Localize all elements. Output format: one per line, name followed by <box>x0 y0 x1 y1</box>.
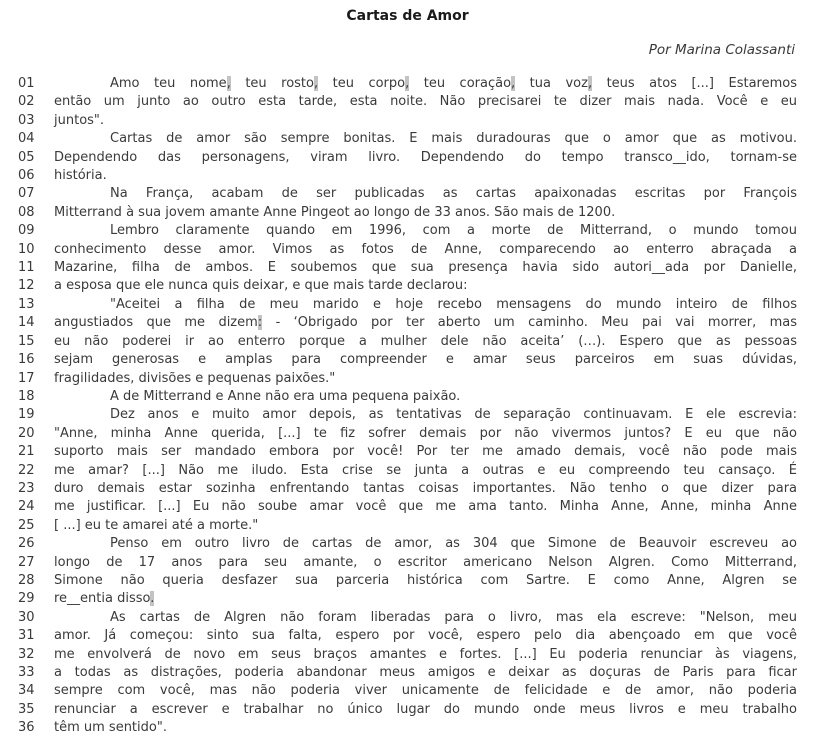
line-number: 03 <box>18 112 35 128</box>
line-text: a esposa que ele nunca quis deixar, e que mais tarde declarou: <box>54 278 468 294</box>
text-line <box>18 370 797 388</box>
text-line <box>18 351 797 369</box>
line-number: 21 <box>18 444 35 460</box>
line-number: 16 <box>18 352 35 368</box>
text-line <box>18 535 797 553</box>
line-number: 01 <box>18 76 35 91</box>
text-line <box>18 590 797 608</box>
text-line <box>18 112 797 130</box>
line-text: sejam generosas e amplas para compreender e amar seus parceiros em suas dúvidas, <box>54 352 797 368</box>
line-text: Amo teu nome, teu rosto, teu corpo, teu coração, tua voz, teus atos [...] Estaremos <box>110 76 797 91</box>
text-line <box>18 222 797 240</box>
line-text: Na França, acabam de ser publicadas as cartas apaixonadas escritas por François <box>110 186 797 202</box>
text-line <box>18 296 797 314</box>
line-number: 31 <box>18 628 35 644</box>
line-text: suporto mais ser mandado embora por você! Por ter me amado demais, você não pode mais <box>54 444 797 460</box>
line-text: Simone não queria desfazer sua parceria histórica com Sartre. E como Anne, Algren se <box>54 572 797 588</box>
text-line <box>18 241 797 259</box>
text-line <box>18 406 797 424</box>
line-text: Cartas de amor são sempre bonitas. E mais duradouras que o amor que as motivou. <box>110 131 797 147</box>
line-text: Dependendo das personagens, viram livro. Dependendo do tempo transco__ido, tornam-se <box>54 149 797 165</box>
line-number: 28 <box>18 572 35 588</box>
line-number: 26 <box>18 536 35 552</box>
highlighted-punctuation: , <box>313 76 319 91</box>
line-number: 22 <box>18 462 35 478</box>
line-number: 32 <box>18 646 35 662</box>
line-text: conhecimento desse amor. Vimos as fotos de Anne, comparecendo ao enterro abraçada a <box>54 241 797 257</box>
text-line <box>18 130 797 148</box>
line-text: Dez anos e muito amor depois, as tentativas de separação continuavam. E ele escrevia: <box>110 407 797 423</box>
text-line <box>18 627 797 645</box>
line-text: "Aceitei a filha de meu marido e hoje recebo mensagens do mundo inteiro de filhos <box>110 296 797 312</box>
line-text: então um junto ao outro esta tarde, esta noite. Não precisarei te dizer mais nada. Você e eu <box>54 94 797 110</box>
line-number: 06 <box>18 168 35 184</box>
line-text: sempre com você, mas não poderia viver unicamente de felicidade e de amor, não poderia <box>54 683 797 699</box>
text-line <box>18 75 797 93</box>
line-text: fragilidades, divisões e pequenas paixões." <box>54 370 336 386</box>
highlighted-punctuation: , <box>226 76 231 91</box>
line-number: 09 <box>18 223 35 239</box>
text-line <box>18 554 797 572</box>
line-number: 33 <box>18 665 35 680</box>
line-number: 15 <box>18 333 35 349</box>
line-text: me amar? [...] Não me iludo. Esta crise se junta a outras e eu compreendo teu cansaço. É <box>54 462 797 478</box>
text-line <box>18 682 797 700</box>
text-line <box>18 480 797 498</box>
highlighted-punctuation: , <box>405 76 410 91</box>
line-number: 13 <box>18 296 35 312</box>
line-number: 23 <box>18 480 35 496</box>
text-line <box>18 259 797 277</box>
line-number: 18 <box>18 388 35 404</box>
line-text: A de Mitterrand e Anne não era uma pequena paixão. <box>110 388 461 404</box>
line-number: 25 <box>18 517 35 533</box>
line-number: 30 <box>18 609 35 625</box>
line-text: juntos". <box>54 112 105 128</box>
line-text: angustiados que me dizem: - ‘Obrigado por ter aberto um caminho. Meu pai vai morrer, mas <box>54 315 797 331</box>
text-line <box>18 425 797 443</box>
line-number: 10 <box>18 241 35 257</box>
text-line <box>18 572 797 590</box>
line-text: duro demais estar sozinha enfrentando tantas coisas importantes. Não tenho o que dizer para <box>54 480 797 496</box>
line-number: 02 <box>18 94 35 110</box>
line-number: 36 <box>18 720 35 736</box>
line-text: eu não poderei ir ao enterro porque a mulher dele não aceita’ (…). Espero que as pessoas <box>54 333 797 349</box>
line-text: Lembro claramente quando em 1996, com a morte de Mitterrand, o mundo tomou <box>110 223 797 239</box>
line-number: 07 <box>18 186 35 202</box>
line-number: 08 <box>18 204 35 220</box>
text-line <box>18 443 797 461</box>
line-text: história. <box>54 168 107 184</box>
line-number: 19 <box>18 407 35 423</box>
line-number: 24 <box>18 499 35 515</box>
text-line <box>18 388 797 406</box>
highlighted-punctuation: . <box>150 591 155 607</box>
line-text: a todas as distrações, poderia abandonar meus amigos e deixar as doçuras de Paris para ficar <box>54 665 797 680</box>
text-body <box>18 75 797 738</box>
text-line <box>18 462 797 480</box>
line-text: me justificar. [...] Eu não soube amar você que me ama tanto. Minha Anne, Anne, minha Anne <box>54 499 797 515</box>
line-number: 11 <box>18 260 35 276</box>
line-number: 34 <box>18 683 35 699</box>
line-text: têm um sentido". <box>54 720 167 736</box>
line-number: 20 <box>18 425 35 441</box>
text-line <box>18 517 797 535</box>
text-line <box>18 646 797 664</box>
line-text: amor. Já começou: sinto sua falta, espero por você, espero pelo dia abençoado em que você <box>54 628 797 644</box>
text-line <box>18 333 797 351</box>
text-line <box>18 664 797 682</box>
line-text: Penso em outro livro de cartas de amor, as 304 que Simone de Beauvoir escreveu ao <box>110 536 797 552</box>
text-line <box>18 701 797 719</box>
line-text: longo de 17 anos para seu amante, o escritor americano Nelson Algren. Como Mitterrand, <box>54 554 797 570</box>
line-text: Mazarine, filha de ambos. E soubemos que sua presença havia sido autori__ada por Danielle, <box>54 260 797 276</box>
document-title: Cartas de Amor <box>346 8 469 24</box>
text-line <box>18 314 797 332</box>
text-line <box>18 204 797 222</box>
line-text: Mitterrand à sua jovem amante Anne Pingeot ao longo de 33 anos. São mais de 1200. <box>54 204 616 220</box>
byline: Por Marina Colassanti <box>648 42 795 58</box>
text-line <box>18 277 797 295</box>
line-text: [ ...] eu te amarei até a morte." <box>54 517 259 533</box>
line-text: re__entia disso. <box>54 591 155 607</box>
line-number: 29 <box>18 591 35 607</box>
line-number: 04 <box>18 131 35 147</box>
text-line <box>18 719 797 737</box>
text-line <box>18 93 797 111</box>
line-number: 35 <box>18 701 35 717</box>
line-number: 14 <box>18 315 35 331</box>
line-text: renunciar a escrever e trabalhar no único lugar do mundo onde meus livros e meu trabalho <box>54 701 797 717</box>
text-line <box>18 149 797 167</box>
line-number: 27 <box>18 554 35 570</box>
highlighted-punctuation: , <box>587 76 593 91</box>
line-text: me envolverá de novo em seus braços amantes e fortes. [...] Eu poderia renunciar às viagens, <box>54 646 797 662</box>
line-text: As cartas de Algren não foram liberadas para o livro, mas ela escreve: "Nelson, meu <box>110 609 797 625</box>
text-line <box>18 498 797 516</box>
line-number: 05 <box>18 149 35 165</box>
line-text: "Anne, minha Anne querida, [...] te fiz sofrer demais por não vivermos juntos? E eu que não <box>54 425 797 441</box>
highlighted-punctuation: , <box>511 76 516 91</box>
highlighted-punctuation: : <box>257 315 263 331</box>
line-number: 12 <box>18 278 35 294</box>
text-line <box>18 167 797 185</box>
line-number: 17 <box>18 370 35 386</box>
text-line <box>18 185 797 203</box>
text-line <box>18 609 797 627</box>
